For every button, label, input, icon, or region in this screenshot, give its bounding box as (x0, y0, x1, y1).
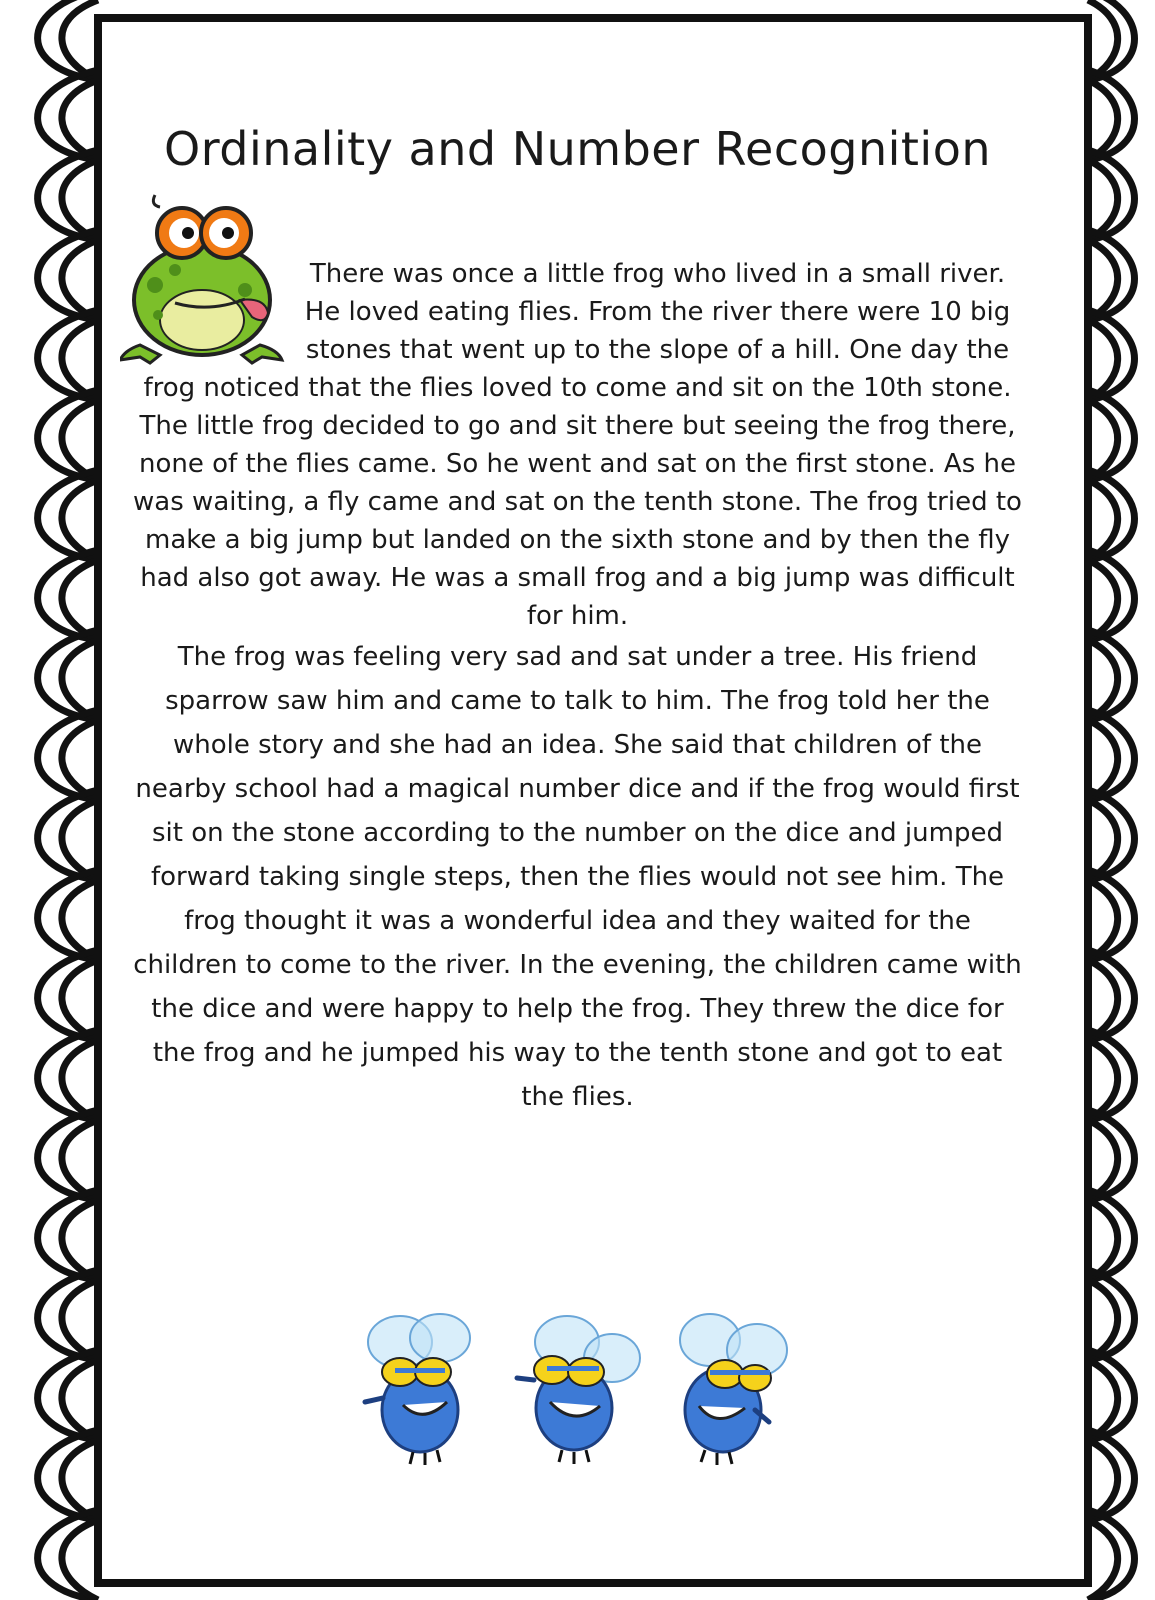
story-paragraph-1: There was once a little frog who lived in a small river. He loved eating flies. From the river there were 10 big stones that went up to the slope of a hill. One day the frog noticed that the flies loved to come and sit on the 10th stone. The little frog decided to go and sit there but seeing the frog there, none of the flies came. So he went and sat on the first stone. As he was waiting, a fly came and sat on the tenth stone. The frog tried to make a big jump but landed on the sixth stone and by then the fly had also got away. He was a small frog and a big jump was difficult for him. (133, 259, 1022, 631)
story-text (130, 255, 1025, 1119)
fly-icon (512, 1310, 647, 1470)
fly-icon (665, 1310, 800, 1470)
fly-icon (355, 1310, 490, 1470)
page-title: Ordinality and Number Recognition (163, 122, 992, 176)
border-loop (38, 0, 98, 80)
border-loop (1088, 0, 1135, 80)
story-paragraph-2: The frog was feeling very sad and sat under a tree. His friend sparrow saw him and came to talk to him. The frog told her the whole story and she had an idea. She said that children of the nearby school had a magical number dice and if the frog would first sit on the stone according to the number on the dice and jumped forward taking single steps, then the flies would not see him. The frog thought it was a wonderful idea and they waited for the children to come to the river. In the evening, the children came with the dice and were happy to help the frog. They threw the dice for the frog and he jumped his way to the tenth stone and got to eat the flies. (133, 642, 1022, 1112)
border-loop (62, 1520, 98, 1600)
